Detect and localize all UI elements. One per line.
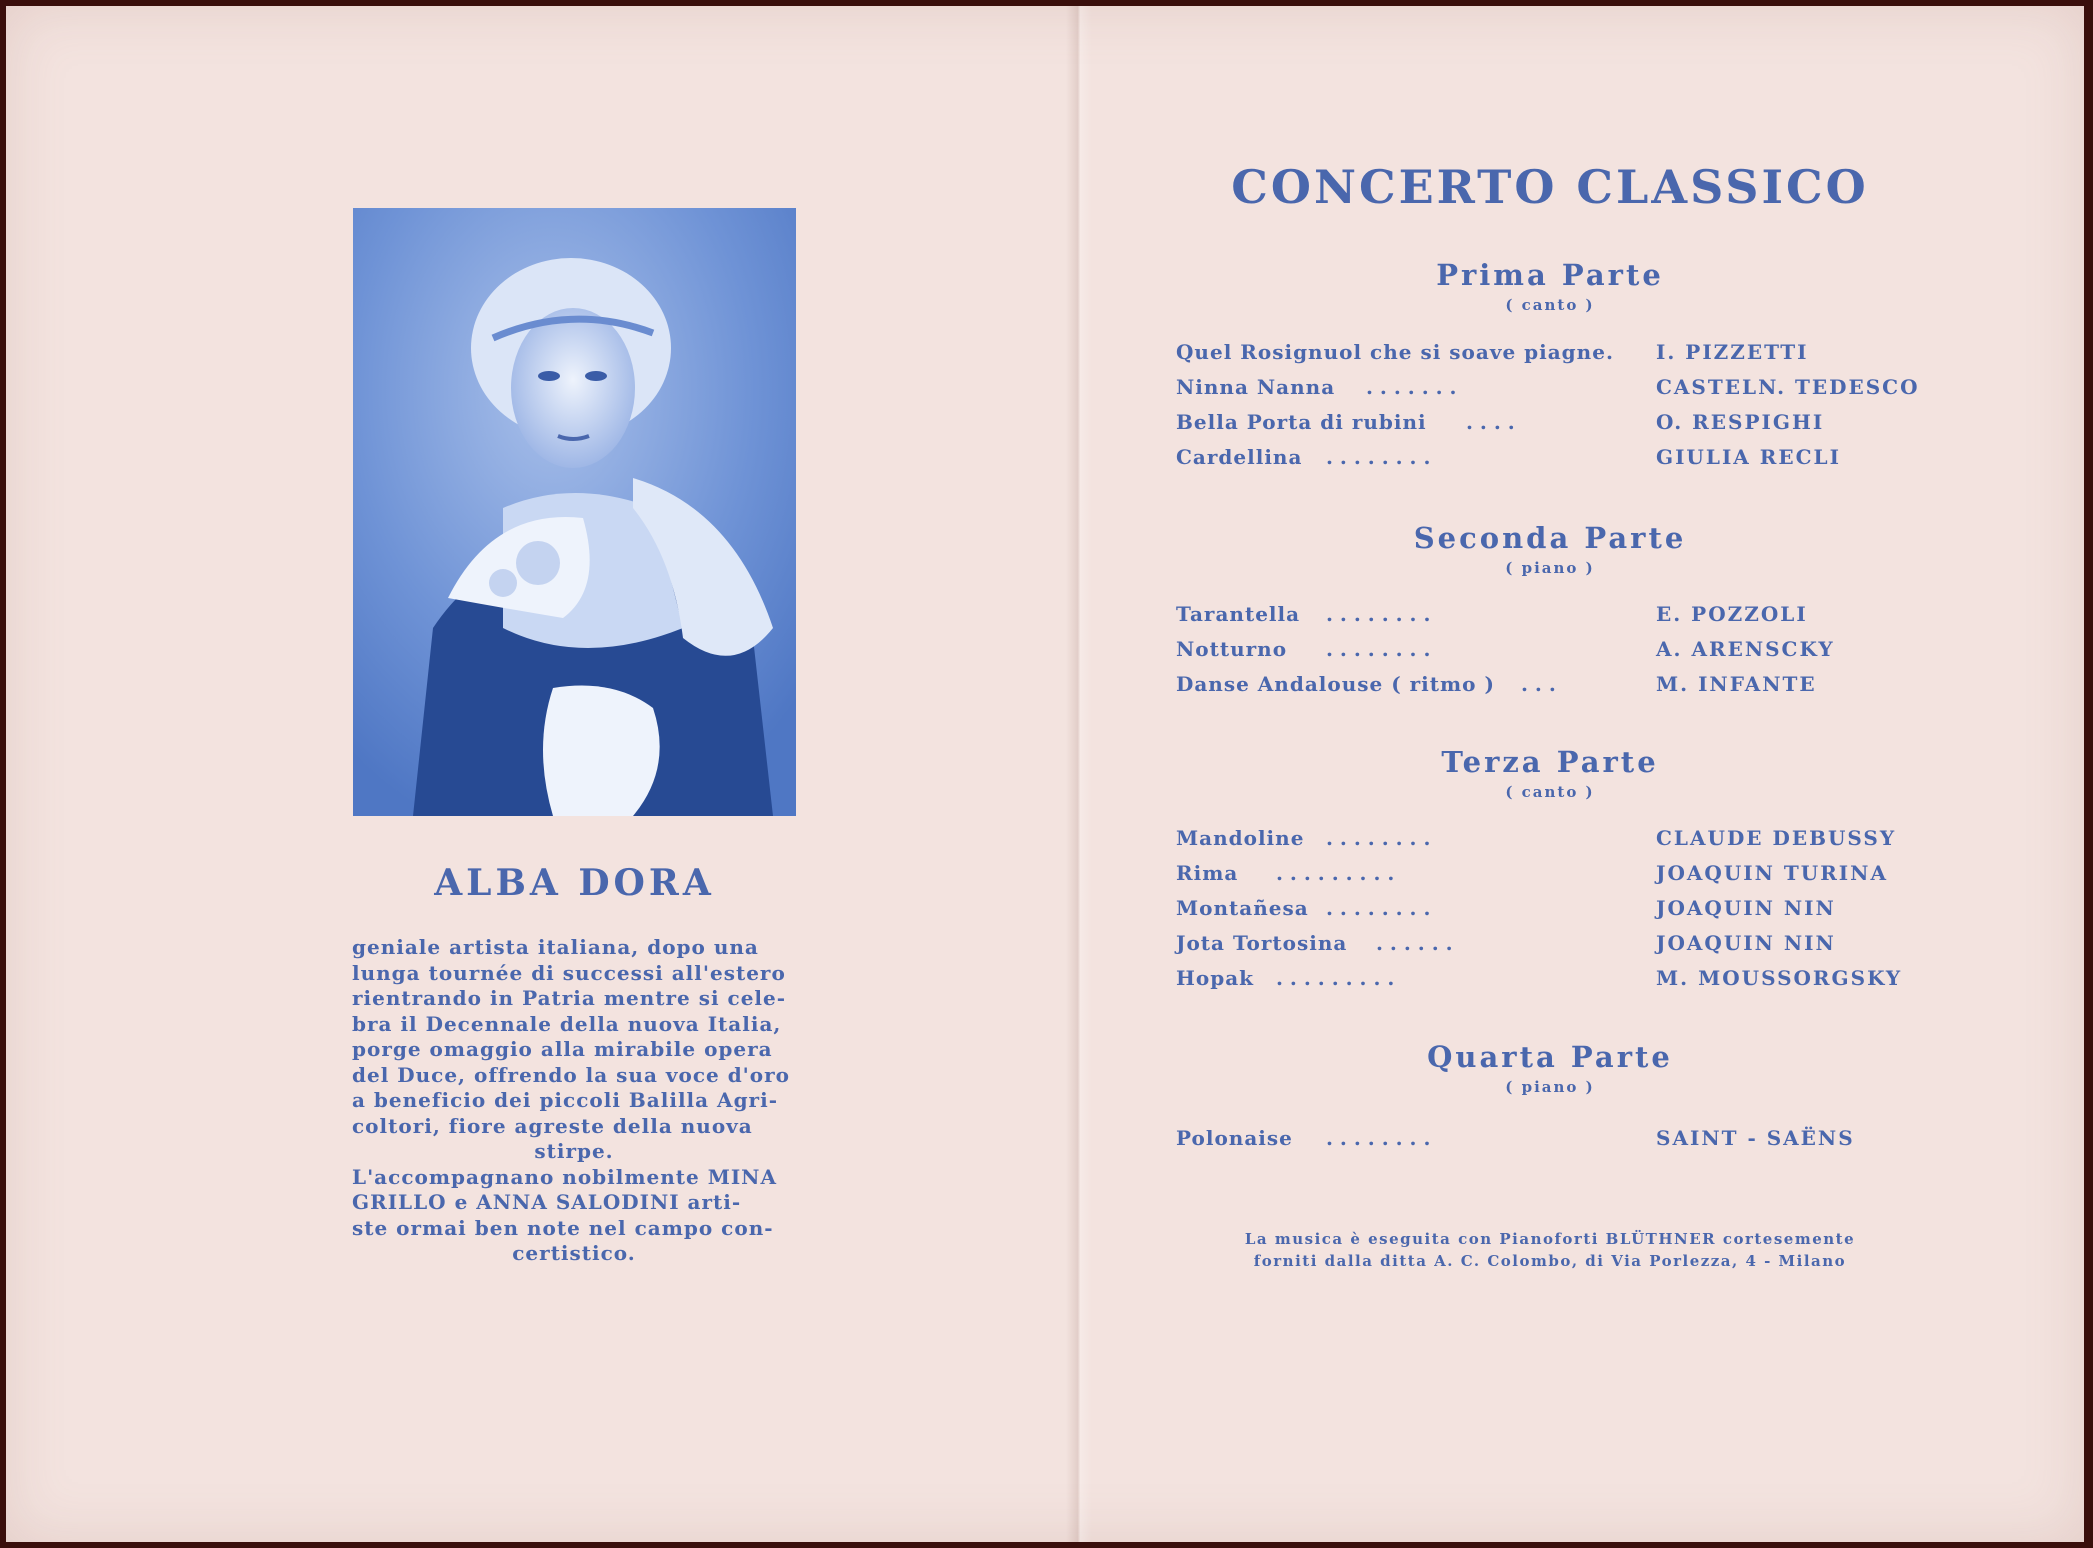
bio-line: rientrando in Patria mentre si cele- — [352, 986, 787, 1010]
composer-name: CASTELN. TEDESCO — [1656, 375, 1920, 399]
composer-name: SAINT - SAËNS — [1656, 1126, 1855, 1150]
artist-bio — [352, 935, 796, 1267]
composer-name: E. POZZOLI — [1656, 602, 1808, 626]
piece-title: Bella Porta di rubini — [1176, 410, 1427, 434]
part-subtitle: ( canto ) — [1505, 296, 1595, 314]
piece-title: Jota Tortosina — [1176, 931, 1348, 955]
piece-title: Cardellina — [1176, 445, 1303, 469]
artist-name: ALBA DORA — [434, 862, 715, 904]
leader-dots: . — [1606, 340, 1613, 364]
piece-title: Danse Andalouse ( ritmo ) — [1176, 672, 1495, 696]
bio-line: GRILLO e ANNA SALODINI arti- — [352, 1190, 742, 1214]
bio-line: del Duce, offrendo la sua voce d'oro — [352, 1062, 791, 1087]
program-row — [1176, 931, 1936, 961]
leader-dots: . . . . — [1466, 410, 1515, 434]
part-heading: Quarta Parte — [1427, 1040, 1673, 1074]
composer-name: M. INFANTE — [1656, 672, 1817, 696]
piece-title: Hopak — [1176, 966, 1255, 990]
composer-name: JOAQUIN NIN — [1656, 896, 1836, 920]
composer-name: CLAUDE DEBUSSY — [1656, 826, 1897, 850]
piece-title: Tarantella — [1176, 602, 1301, 626]
program-row — [1176, 602, 1936, 632]
program-row — [1176, 445, 1936, 475]
leader-dots: . . . . . . . . — [1326, 602, 1431, 626]
program-row — [1176, 340, 1936, 370]
leader-dots: . . . . . . . . . — [1276, 966, 1395, 990]
piece-title: Notturno — [1176, 637, 1288, 661]
piece-title: Ninna Nanna — [1176, 375, 1336, 399]
piece-title: Montañesa — [1176, 896, 1309, 920]
part-subtitle: ( piano ) — [1505, 1078, 1595, 1096]
program-row — [1176, 861, 1936, 891]
leader-dots: . . . . . . . . — [1326, 1126, 1431, 1150]
leader-dots: . . . . . . . — [1366, 375, 1457, 399]
composer-name: O. RESPIGHI — [1656, 410, 1825, 434]
leader-dots: . . . . . . — [1376, 931, 1453, 955]
leader-dots: . . . . . . . . — [1326, 896, 1431, 920]
piece-title: Rima — [1176, 861, 1239, 885]
program-row — [1176, 637, 1936, 667]
bio-line: certistico. — [512, 1241, 636, 1265]
leader-dots: . . . . . . . . . — [1276, 861, 1395, 885]
part-subtitle: ( piano ) — [1505, 559, 1595, 577]
piece-title: Quel Rosignuol che si soave piagne — [1176, 340, 1606, 364]
portrait-illustration — [353, 208, 796, 816]
bio-line: porge omaggio alla mirabile opera — [352, 1037, 773, 1061]
program-row — [1176, 672, 1936, 702]
leader-dots: . . . — [1521, 672, 1556, 696]
bio-line: a beneficio dei piccoli Balilla Agri- — [352, 1088, 778, 1112]
part-subtitle: ( canto ) — [1505, 783, 1595, 801]
leader-dots: . . . . . . . . — [1326, 637, 1431, 661]
program-row — [1176, 375, 1936, 405]
bio-line: bra il Decennale della nuova Italia, — [352, 1011, 782, 1036]
piece-title: Mandoline — [1176, 826, 1305, 850]
composer-name: GIULIA RECLI — [1656, 445, 1841, 469]
bio-line: ste ormai ben note nel campo con- — [352, 1215, 774, 1240]
bio-line: lunga tournée di successi all'estero — [352, 960, 786, 985]
program-row — [1176, 966, 1936, 996]
bio-line: stirpe. — [534, 1139, 614, 1163]
program-row — [1176, 896, 1936, 926]
footnote-line: La musica è eseguita con Pianoforti BLÜTHNER cortesemente — [1244, 1230, 1856, 1248]
composer-name: JOAQUIN TURINA — [1656, 861, 1888, 885]
part-heading: Seconda Parte — [1413, 521, 1687, 555]
part-heading: Terza Parte — [1441, 745, 1659, 779]
piece-title: Polonaise — [1176, 1126, 1293, 1150]
composer-name: M. MOUSSORGSKY — [1656, 966, 1903, 990]
composer-name: JOAQUIN NIN — [1656, 931, 1836, 955]
center-fold — [1066, 6, 1092, 1542]
bio-line: L'accompagnano nobilmente MINA — [352, 1164, 777, 1189]
bio-line: geniale artista italiana, dopo una — [352, 935, 759, 959]
program-row — [1176, 410, 1936, 440]
footnote-line: forniti dalla ditta A. C. Colombo, di Via Porlezza, 4 - Milano — [1253, 1252, 1847, 1270]
part-heading: Prima Parte — [1436, 258, 1664, 292]
bio-line: coltori, fiore agreste della nuova — [352, 1113, 753, 1138]
composer-name: A. ARENSCKY — [1656, 637, 1835, 661]
program-row — [1176, 1126, 1936, 1156]
leader-dots: . . . . . . . . — [1326, 445, 1431, 469]
artist-portrait-photo — [353, 208, 796, 816]
program-title: CONCERTO CLASSICO — [1231, 160, 1869, 214]
leader-dots: . . . . . . . . — [1326, 826, 1431, 850]
program-row — [1176, 826, 1936, 856]
piano-credit-footnote — [1160, 1228, 1940, 1272]
composer-name: I. PIZZETTI — [1656, 340, 1809, 364]
